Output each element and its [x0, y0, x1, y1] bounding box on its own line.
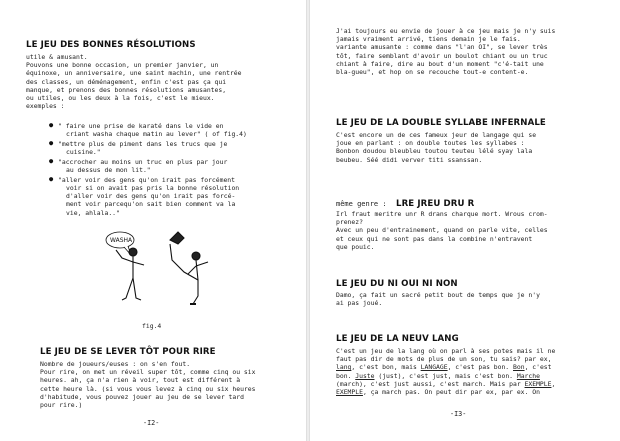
text-line: utile & amusant.: [26, 53, 88, 61]
bullet-text-line: "mettre plus de piment dans les trucs que je: [58, 139, 228, 148]
bullet-dot-icon: ●: [49, 121, 54, 129]
bullet-text-line: vie, ahlala..": [66, 208, 120, 217]
dru-title-prefix: même genre :: [336, 200, 387, 208]
text-line: équinoxe, un anniversaire, une saint machin, une rentrée: [26, 69, 242, 78]
figure-caption: fig.4: [142, 322, 162, 330]
text-line: Irl fraut meritre unr R drans charque mort. Wrous crom-: [336, 210, 548, 218]
bullet-text-line: "aller voir des gens qu'on irait pas forcément: [58, 175, 235, 184]
bullet-dot-icon: ●: [49, 156, 54, 165]
text-line: J'ai toujours eu envie de jouer à ce jeu mais je n'y suis: [336, 27, 556, 35]
karate-figure-illustration: [98, 218, 238, 318]
text-line: prenez?: [336, 218, 363, 227]
text-line: heures. ah, ça n'a rien à voir, tout est différent à: [40, 376, 241, 385]
bullet-text-line: criant washa chaque matin au lever" ( of fig.4): [66, 130, 247, 139]
text-line: que pouic.: [336, 242, 375, 251]
bullet-text-line: d'aller voir des gens qu'on irait pas forcé-: [66, 192, 236, 201]
page-number-left: -I2-: [143, 419, 160, 427]
section-title-dru: LRE JREU DRU R: [396, 199, 475, 209]
bullet-text-line: voir si on avait pas pris la bonne résolution: [66, 183, 240, 192]
text-line: bon. Juste (just), c'est just, mais c'est bon. Marche: [336, 371, 540, 380]
text-line: d'habitude, vous pouvez jouer au jeu de se lever tard: [40, 392, 244, 401]
section-title-good-resolutions: LE JEU DES BONNES RÉSOLUTIONS: [26, 40, 196, 50]
bullet-text-line: au dessus de mon lit.": [66, 166, 151, 174]
text-line: C'est encore un de ces fameux jeur de langage qui se: [336, 131, 537, 139]
text-line: et ceux qui ne sont pas dans la combine n'entravent: [336, 234, 533, 243]
text-line: Nombre de joueurs/euses : on s'en fout.: [40, 360, 191, 368]
text-line: chiant à faire, dire au bout d'un moment "c'é-tait une: [336, 59, 544, 68]
text-line: variante amusante : comme dans "l'an OI", se lever très: [336, 43, 548, 52]
bullet-text-line: " faire une prise de karaté dans le vide en: [58, 122, 224, 130]
bullet-dot-icon: ●: [49, 174, 54, 183]
right-page: [310, 0, 620, 441]
text-line: (march), c'est just aussi, c'est march. Mais par EXEMPLE,: [336, 379, 556, 388]
text-line: pour rire.): [40, 401, 83, 409]
text-line: faut pas dir de mots de plus de un son, tu sais? par ex,: [336, 355, 552, 364]
text-line: lang, c'est bon, mais LANGAGE, c'est pas bon. Bon, c'est: [336, 363, 552, 372]
text-line: cette heure là. (si vous vous levez à cinq ou six heures: [40, 384, 256, 393]
bullet-text-line: cuisine.": [66, 148, 101, 157]
left-page: [0, 0, 306, 441]
text-line: beubeu. Séé didi verver titi ssanssan.: [336, 155, 483, 164]
page-number-right: -I3-: [450, 410, 467, 418]
text-line: ai pas joué.: [336, 299, 383, 308]
section-title-get-up-early: LE JEU DE SE LEVER TÔT POUR RIRE: [40, 347, 216, 357]
bullet-text-line: ment voir parcequ'on sait bien comment va la: [66, 200, 236, 209]
section-title-double-syllable: LE JEU DE LA DOUBLE SYLLABE INFERNALE: [336, 118, 546, 128]
text-line: EXEMPLE, ça march pas. On peut dir par ex, par ex. On: [336, 388, 540, 396]
text-line: exemples :: [26, 102, 65, 111]
text-line: des classes, un déménagement, enfin c'est pas ça qui: [26, 77, 227, 86]
bullet-text-line: "accrocher au moins un truc en plus par jour: [58, 157, 228, 166]
text-line: tôt, faire semblant d'avoir un boulot chiant ou un truc: [336, 51, 548, 60]
text-line: C'est un jeu de la lang où on parl à ses potes mais il ne: [336, 347, 556, 355]
text-line: Damo, ça fait un sacré petit bout de temps que je n'y: [336, 291, 540, 299]
text-line: jamais vraiment arrivé, tiens demain je le fais.: [336, 35, 521, 44]
text-line: Pour rire, on met un réveil super tôt, comme cinq ou six: [40, 368, 256, 377]
text-line: Avec un peu d'entrainement, quand on parle vite, celles: [336, 226, 548, 235]
section-title-ni-oui-ni-non: LE JEU DU NI OUI NI NON: [336, 279, 458, 289]
text-line: manque, et prenons des bonnes résolutions amusantes,: [26, 85, 227, 94]
text-line: Bonbon doudou bleubleu toutou teuteu lélé syay lala: [336, 147, 533, 156]
svg-text:WASHA: WASHA: [110, 237, 133, 244]
text-line: joue en parlant : on double toutes les syllabes :: [336, 139, 525, 148]
bullet-dot-icon: ●: [49, 138, 54, 147]
text-line: bla-gueu", et hop on se recouche tout-e content-e.: [336, 68, 529, 76]
section-title-neuv-lang: LE JEU DE LA NEUV LANG: [336, 334, 459, 344]
text-line: Pouvons une bonne occasion, un premier janvier, un: [26, 61, 219, 70]
text-line: ou utiles, ou les deux à la fois, c'est le mieux.: [26, 94, 215, 102]
